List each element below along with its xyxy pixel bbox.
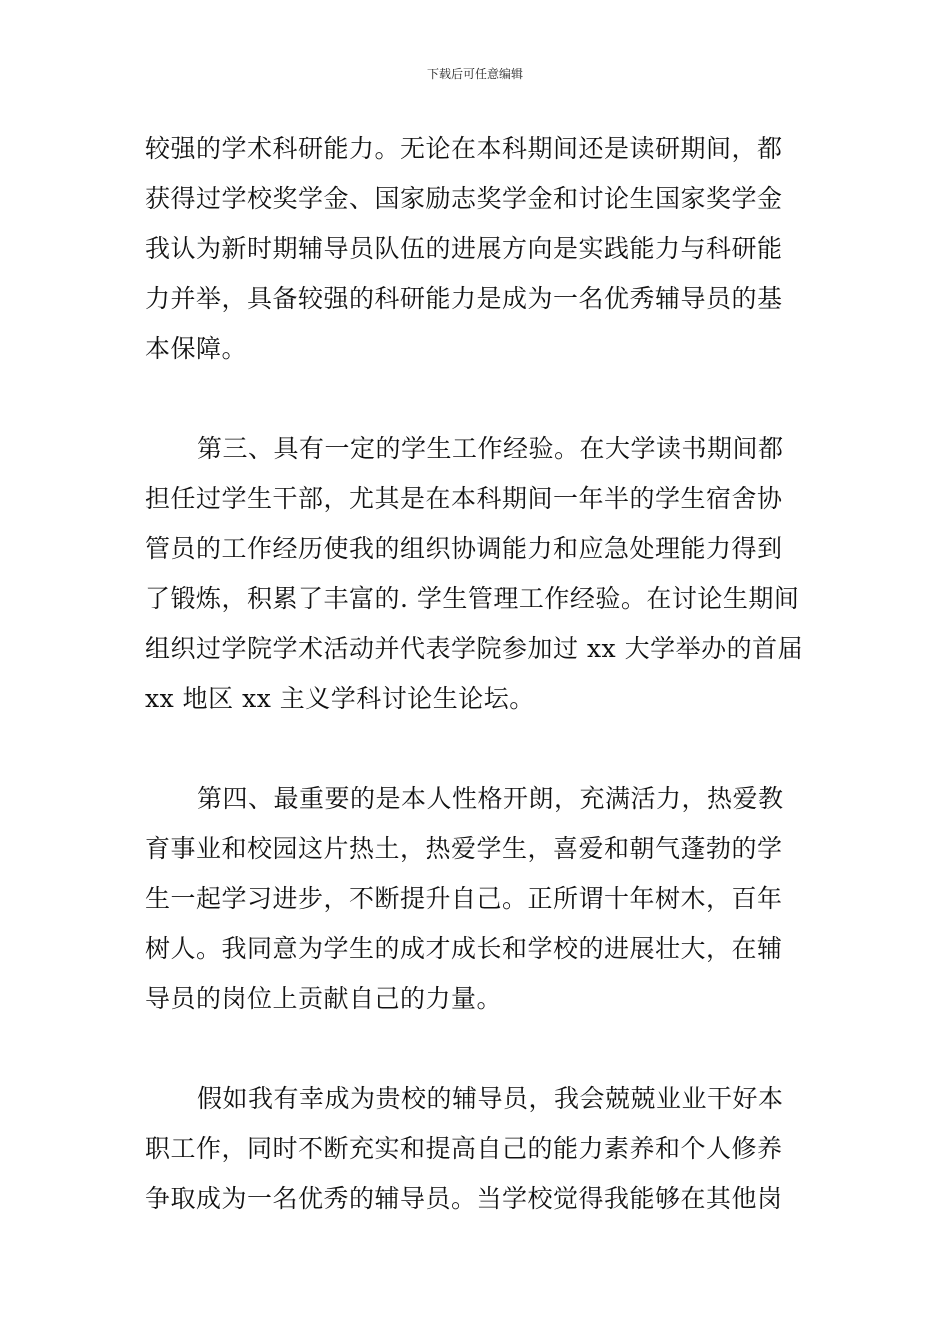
- text-line: 第四、最重要的是本人性格开朗，充满活力，热爱教: [197, 784, 784, 813]
- document-body: [145, 124, 810, 1224]
- text-line: 担任过学生干部，尤其是在本科期间一年半的学生宿舍协: [145, 484, 783, 513]
- text-line: xx 地区 xx 主义学科讨论生论坛。: [145, 684, 535, 713]
- text-line: 力并举，具备较强的科研能力是成为一名优秀辅导员的基: [145, 284, 783, 313]
- paragraph-closing: [145, 1074, 810, 1224]
- text-line: 了锻炼，积累了丰富的. 学生管理工作经验。在讨论生期间: [145, 584, 800, 613]
- text-line: 导员的岗位上贡献自己的力量。: [145, 984, 503, 1013]
- paragraph-research: [145, 124, 810, 374]
- text-line: 生一起学习进步，不断提升自己。正所谓十年树木，百年: [145, 884, 783, 913]
- paragraph-spacer: [145, 1024, 810, 1074]
- text-line: 组织过学院学术活动并代表学院参加过 xx 大学举办的首届: [145, 634, 804, 663]
- text-line: 获得过学校奖学金、国家励志奖学金和讨论生国家奖学金: [145, 184, 783, 213]
- text-line: 管员的工作经历使我的组织协调能力和应急处理能力得到: [145, 534, 783, 563]
- header-note: 下载后可任意编辑: [426, 67, 523, 81]
- text-line: 较强的学术科研能力。无论在本科期间还是读研期间，都: [145, 134, 783, 163]
- text-line: 假如我有幸成为贵校的辅导员，我会兢兢业业干好本: [197, 1084, 784, 1113]
- text-line: 育事业和校园这片热土，热爱学生，喜爱和朝气蓬勃的学: [145, 834, 783, 863]
- text-line: 本保障。: [145, 334, 248, 363]
- text-line: 树人。我同意为学生的成才成长和学校的进展壮大，在辅: [145, 934, 783, 963]
- paragraph-spacer: [145, 724, 810, 774]
- paragraph-spacer: [145, 374, 810, 424]
- text-line: 第三、具有一定的学生工作经验。在大学读书期间都: [197, 434, 784, 463]
- text-line: 职工作，同时不断充实和提高自己的能力素养和个人修养: [145, 1134, 783, 1163]
- paragraph-third-point: [145, 424, 810, 724]
- text-line: 争取成为一名优秀的辅导员。当学校觉得我能够在其他岗: [145, 1184, 783, 1213]
- text-line: 我认为新时期辅导员队伍的进展方向是实践能力与科研能: [145, 234, 783, 263]
- paragraph-fourth-point: [145, 774, 810, 1024]
